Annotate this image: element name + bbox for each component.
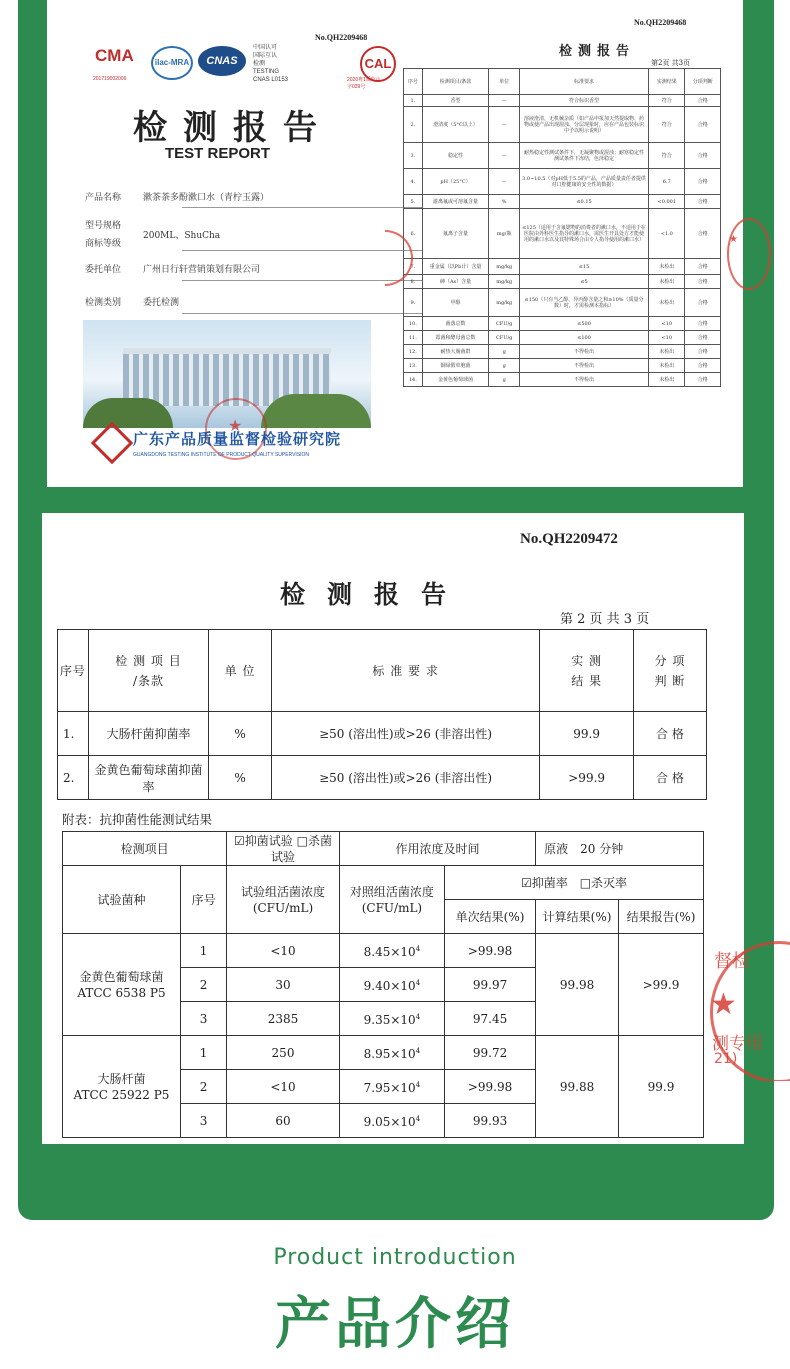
- cnas-text: 中国认可 国际互认 检测 TESTING CNAS L0153: [253, 45, 289, 83]
- report-cover-page: [47, 0, 392, 487]
- report-page-2-small: [399, 0, 743, 487]
- table-row: 3 60 $9.05\times 10^4$ 99.93: [63, 1104, 704, 1138]
- table-row: 9. 甲醇 mg/kg ≤150（只有当乙醇、异丙醇含量之和≥10%（质量分数）时，才需检测本指标） 未检出 合格: [404, 289, 721, 317]
- table-row: 3. 稳定性 — 耐热稳定性测试条件下，无凝聚物或混浊；耐寒稳定性测试条件下冻结，色泽稳定 符合 合格: [404, 143, 721, 169]
- table-row: 4. pH（25°C） — 3.0~10.5（对pH低于5.5的产品，产品质量责任者提供对口腔健康的安全性的数据） 6.7 合格: [404, 169, 721, 195]
- table-row: 3 2385 $9.35\times 10^4$ 97.45: [63, 1002, 704, 1036]
- table-row: 2 30 $9.40\times 10^4$ 99.97: [63, 968, 704, 1002]
- table-row: 10. 菌落总数 CFU/g ≤500 <10 合格: [404, 317, 721, 331]
- table-header-row: 检测项目 ☑抑菌试验 □杀菌试验 作用浓度及时间 原液 20 分钟: [63, 832, 704, 866]
- report-number: No.QH2209472: [520, 531, 618, 547]
- star-icon: ★: [710, 987, 737, 1022]
- cnas-logo: CNAS: [198, 46, 246, 76]
- table-row: 12. 耐热大肠菌群 g 不得检出 未检出 合格: [404, 345, 721, 359]
- cover-subtitle: TEST REPORT: [165, 145, 271, 162]
- institute-logo-icon: [91, 422, 133, 464]
- red-seal-stamp: ★: [205, 398, 267, 460]
- header-unit: 单 位: [209, 630, 272, 712]
- field-model: 型号规格: [85, 221, 122, 231]
- partial-seal-bottom: 督检 ★ 测专用 21): [710, 941, 790, 1081]
- field-trademark: 商标等级: [85, 239, 122, 249]
- table-row: 2. 澄清度（5°C以上） — 溶液澄清，无机械杂质（如产品申报加天然提取物、药物或使产品出现混浊、分层现象时，应在产品包装标识中予以明示说明） 符合 合格: [404, 107, 721, 143]
- table-row: 13. 铜绿假单胞菌 g 不得检出 未检出 合格: [404, 359, 721, 373]
- test-report-scan-top: [47, 0, 743, 487]
- header-result: 实 测 结 果: [540, 630, 634, 712]
- test-report-scan-bottom: [42, 513, 763, 1144]
- report-title: 检测报告: [280, 580, 469, 609]
- cover-title: 检测报告: [133, 108, 333, 148]
- section-title-zh: 产品介绍: [275, 1292, 515, 1357]
- cal-logo: CAL: [360, 46, 396, 82]
- table-header-row: [58, 630, 707, 712]
- cal-number: 2020粤1质监认字039号: [347, 77, 381, 90]
- field-product-name: 产品名称 漱茶茶多酚漱口水（青柠玉露）: [85, 193, 270, 203]
- seal-edge-star: ★: [729, 234, 738, 245]
- table-row: 1. 大肠杆菌抑菌率 % ≥50 (溶出性)或>26 (非溶出性) 99.9 合 格: [58, 712, 707, 756]
- table-header-row: 序号 检测项目/条款 单位 标准要求 实测结果 分项判断: [404, 69, 721, 95]
- report-page-info: 第 2 页 共 3 页: [560, 612, 650, 627]
- annex-title: 附表：抗抑菌性能测试结果: [62, 812, 213, 827]
- table-row: 6. 氟离子含量 mg/瓶 ≤125（适用于含氟锶物的消费者的漱口水，不适用于在医院由外科医生指导的漱口水，需医生开具处方才能使用的漱口水以及其特殊场合由专人指导使用的漱口水） <1.0 合格: [404, 209, 721, 259]
- table-row: 1. 香型 — 符合标识香型 符合 合格: [404, 95, 721, 107]
- institute-name: 广东产品质量监督检验研究院: [133, 430, 342, 448]
- table-row: 11. 霉菌和酵母菌总数 CFU/g ≤100 <10 合格: [404, 331, 721, 345]
- table-row: 金黄色葡萄球菌 ATCC 6538 P5 1 <10 $8.45\times 10^4$ >99.98 99.98 >99.9: [63, 934, 704, 968]
- accreditation-logos: [93, 42, 392, 90]
- cover-report-number: No.QH2209468: [315, 33, 368, 42]
- section-title-en: Product introduction: [273, 1245, 517, 1270]
- table-row: 14. 金黄色葡萄球菌 g 不得检出 未检出 合格: [404, 373, 721, 387]
- table-row: 5. 游离氟或可溶氟含量 % ≤0.15 <0.001 合格: [404, 195, 721, 209]
- table-row: 2 <10 $7.95\times 10^4$ >99.98: [63, 1070, 704, 1104]
- field-model-value: 200ML、ShuCha: [143, 231, 221, 241]
- institute-name-en: GUANGDONG TESTING INSTITUTE OF PRODUCT QUALITY SUPERVISION: [133, 452, 310, 458]
- table-header-row: 单次结果(%) 计算结果(%) 结果报告(%): [63, 900, 704, 934]
- header-judgement: 分 项 判 断: [633, 630, 706, 712]
- field-test-type: 检测类别 委托检测: [85, 298, 180, 308]
- table-row: 8. 砷（As）含量 mg/kg ≤5 未检出 合格: [404, 275, 721, 289]
- table-header-row: 试验菌种 序号 试验组活菌浓度 (CFU/mL) 对照组活菌浓度 (CFU/mL) ☑抑菌率 □杀灭率: [63, 866, 704, 900]
- p2-results-table: [403, 68, 721, 387]
- p2-page-info: 第2页 共3页: [651, 59, 691, 67]
- header-item: 检 测 项 目 /条款: [88, 630, 208, 712]
- ilac-mra-logo: ilac-MRA: [151, 46, 193, 80]
- header-standard: 标 准 要 求: [271, 630, 539, 712]
- antibacterial-results-table: [62, 831, 704, 1138]
- table-row: 7. 重金属（以Pb计）含量 mg/kg ≤15 未检出 合格: [404, 259, 721, 275]
- cma-number: 201719002006: [93, 76, 127, 82]
- cma-logo: CMA: [95, 46, 134, 65]
- p2-report-number: No.QH2209468: [634, 18, 687, 27]
- p2-title: 检测报告: [559, 44, 636, 59]
- table-row: 大肠杆菌 ATCC 25922 P5 1 250 $8.95\times 10^4$ 99.72 99.88 99.9: [63, 1036, 704, 1070]
- field-client: 委托单位 广州日行轩营销策划有限公司: [85, 265, 261, 275]
- header-seq: 序号: [58, 630, 89, 712]
- partial-seal-right: [727, 218, 771, 290]
- table-row: 2. 金黄色葡萄球菌抑菌率 % ≥50 (溶出性)或>26 (非溶出性) >99.9 合 格: [58, 756, 707, 800]
- antibacterial-summary-table: [57, 629, 707, 800]
